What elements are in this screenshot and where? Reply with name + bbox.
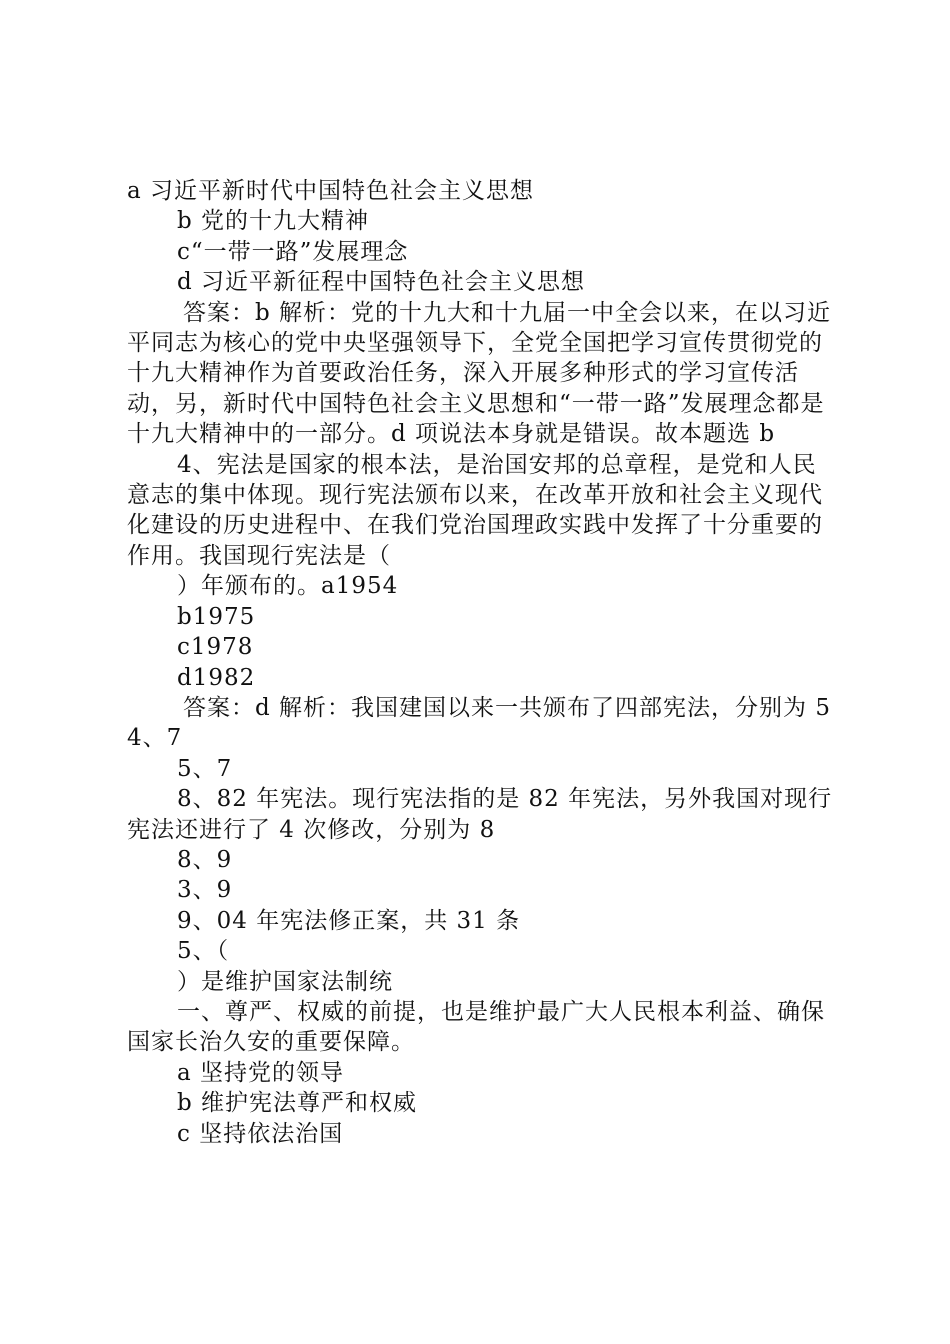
- text-line: 8、9: [177, 846, 233, 873]
- text-line: 8、82 年宪法。现行宪法指的是 82 年宪法，另外我国对现行宪法还进行了 4 次修改，分别为 8: [127, 786, 833, 843]
- question-5-text: ）是维护国家法制统: [177, 968, 393, 995]
- answer-explanation-4: 答案：d 解析：我国建国以来一共颁布了四部宪法，分别为 54、7: [127, 694, 831, 752]
- question-5-continuation: 一、尊严、权威的前提，也是维护最广大人民根本利益、确保国家长治久安的重要保障。: [127, 998, 825, 1056]
- question-4-option-d: d1982: [177, 664, 256, 691]
- option-a-text: a 习近平新时代中国特色社会主义思想: [127, 178, 535, 204]
- document-body: [127, 176, 833, 1149]
- question-5-option-a: a 坚持党的领导: [177, 1059, 345, 1086]
- question-5-option-c: c 坚持依法治国: [177, 1120, 344, 1147]
- question-5-option-b: b 维护宪法尊严和权威: [177, 1090, 418, 1117]
- text-line: 5、7: [177, 755, 233, 782]
- question-5-number: 5、（: [177, 938, 230, 965]
- text-line: 9、04 年宪法修正案，共 31 条: [177, 907, 521, 934]
- answer-explanation-3: 答案：b 解析：党的十九大和十九届一中全会以来，在以习近平同志为核心的党中央坚强领导下，全党全国把学习宣传贯彻党的十九大精神作为首要政治任务，深入开展多种形式的学习宣传活动，另，新时代中国特色社会主义思想和“一带一路”发展理念都是十九大精神中的一部分。d 项说法本身就是错误。故本题选 b: [127, 299, 832, 448]
- text-line: 3、9: [177, 877, 233, 904]
- option-b-text: b 党的十九大精神: [177, 208, 370, 235]
- question-4-option-b: b1975: [177, 603, 256, 630]
- question-4-option-c: c1978: [177, 634, 254, 661]
- option-d-text: d 习近平新征程中国特色社会主义思想: [177, 269, 586, 296]
- question-4-continuation: ）年颁布的。a1954: [177, 573, 399, 600]
- question-4-text: 4、宪法是国家的根本法，是治国安邦的总章程，是党和人民意志的集中体现。现行宪法颁布以来，在改革开放和社会主义现代化建设的历史进程中、在我们党治国理政实践中发挥了十分重要的作用。我国现行宪法是（: [127, 451, 823, 569]
- option-c-text: c“一带一路”发展理念: [177, 238, 409, 265]
